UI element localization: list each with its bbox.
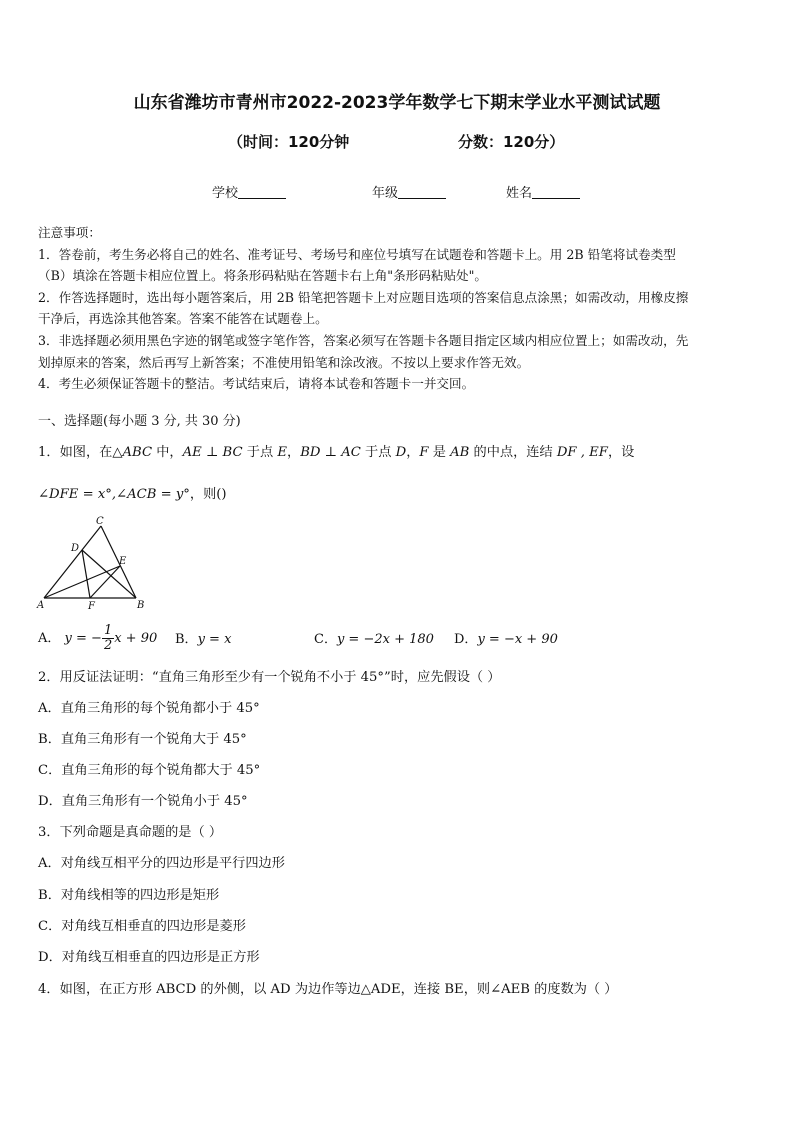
q1-text: 1．如图，在△ xyxy=(38,445,123,460)
q1-math: BD ⊥ AC xyxy=(300,445,361,460)
fraction-numerator: 1 xyxy=(103,623,113,638)
q3-stem: 3．下列命题是真命题的是（ ） xyxy=(38,825,223,840)
grade-blank xyxy=(398,186,446,199)
school-blank xyxy=(238,186,286,199)
q1-text: ， xyxy=(287,445,301,460)
label-f: F xyxy=(88,601,95,612)
name-label: 姓名 xyxy=(506,186,533,201)
q1-text: ， xyxy=(406,445,420,460)
altitude-bd xyxy=(82,550,136,598)
notes-heading: 注意事项： xyxy=(38,225,101,240)
q1-text: ，则() xyxy=(189,487,227,502)
exam-score: 分数：120分） xyxy=(458,133,565,151)
notes-line: 4．考生必须保证答题卡的整洁。考试结束后，请将本试卷和答题卡一并交回。 xyxy=(38,376,475,392)
label-c: C xyxy=(96,516,104,527)
label-d: D xyxy=(71,543,80,554)
q1-math: F xyxy=(419,445,429,460)
q2-option-a[interactable]: A．直角三角形的每个锐角都小于 45° xyxy=(38,701,260,716)
option-math: y = − xyxy=(64,631,102,646)
q1-text: ，设 xyxy=(607,445,635,460)
q2-option-b[interactable]: B．直角三角形有一个锐角大于 45° xyxy=(38,732,247,747)
notes-line: 2．作答选择题时，选出每小题答案后，用 2B 铅笔把答题卡上对应题目选项的答案信息点涂黑；如需改动，用橡皮擦 xyxy=(38,289,689,305)
q3-option-c[interactable]: C．对角线互相垂直的四边形是菱形 xyxy=(38,919,246,934)
fraction xyxy=(102,624,114,653)
option-math: x + 90 xyxy=(114,631,158,646)
school-label: 学校 xyxy=(212,186,239,201)
name-blank xyxy=(532,186,580,199)
page-title: 山东省潍坊市青州市2022-2023学年数学七下期末学业水平测试试题 xyxy=(133,93,661,113)
label-b: B xyxy=(137,600,145,611)
q3-option-a[interactable]: A．对角线互相平分的四边形是平行四边形 xyxy=(38,856,285,871)
q1-option-a[interactable] xyxy=(38,624,157,653)
q1-text: 的中点，连结 xyxy=(469,445,557,460)
option-label: D． xyxy=(454,632,478,647)
q1-math: AB xyxy=(450,445,470,460)
q1-text: 是 xyxy=(428,445,451,460)
option-math: y = x xyxy=(197,632,232,647)
q1-text: 于点 xyxy=(242,445,278,460)
q1-math: ABC xyxy=(122,445,153,460)
q1-stem-line1 xyxy=(38,441,634,460)
q2-option-c[interactable]: C．直角三角形的每个锐角都大于 45° xyxy=(38,763,261,778)
notes-line: 干净后，再选涂其他答案。答案不能答在试题卷上。 xyxy=(38,311,328,327)
q4-stem: 4．如图，在正方形 ABCD 的外侧，以 AD 为边作等边△ADE，连接 BE，则∠AEB 的度数为（ ） xyxy=(38,982,618,997)
q1-math: ∠DFE = x°,∠ACB = y° xyxy=(38,487,190,502)
option-label: C． xyxy=(314,632,337,647)
q1-math: E xyxy=(277,445,287,460)
grade-field xyxy=(372,182,446,201)
segment-df xyxy=(82,550,90,598)
name-field xyxy=(506,182,580,201)
notes-line: （B）填涂在答题卡相应位置上。将条形码粘贴在答题卡右上角"条形码粘贴处"。 xyxy=(38,268,488,284)
q3-option-d[interactable]: D．对角线互相垂直的四边形是正方形 xyxy=(38,950,260,965)
q1-math: DF , EF xyxy=(556,445,608,460)
side-ac xyxy=(44,526,101,598)
q2-stem: 2．用反证法证明：“直角三角形至少有一个锐角不小于 45°”时，应先假设（ ） xyxy=(38,670,501,685)
notes-line: 1．答卷前，考生务必将自己的姓名、准考证号、考场号和座位号填写在试题卷和答题卡上。用 2B 铅笔将试卷类型 xyxy=(38,246,676,262)
option-label: B． xyxy=(175,632,198,647)
q1-option-c[interactable] xyxy=(314,628,434,647)
q1-text: 于点 xyxy=(360,445,396,460)
notes-block xyxy=(38,222,760,395)
option-math: y = −x + 90 xyxy=(477,632,558,647)
option-math: y = −2x + 180 xyxy=(336,632,434,647)
label-a: A xyxy=(37,600,45,611)
altitude-ae xyxy=(44,566,120,598)
q1-stem-line2 xyxy=(38,483,227,502)
section-heading: 一、选择题(每小题 3 分, 共 30 分) xyxy=(38,414,241,429)
fraction-denominator: 2 xyxy=(103,638,113,653)
q1-option-b[interactable] xyxy=(175,628,231,647)
q1-math: AE ⊥ BC xyxy=(182,445,243,460)
q1-text: 中， xyxy=(152,445,183,460)
q3-option-b[interactable]: B．对角线相等的四边形是矩形 xyxy=(38,888,220,903)
exam-time: （时间：120分钟 xyxy=(228,133,350,151)
notes-line: 3．非选择题必须用黑色字迹的钢笔或签字笔作答，答案必须写在答题卡各题目指定区域内相应位置上；如需改动，先 xyxy=(38,332,689,348)
option-label: A． xyxy=(38,631,61,646)
q2-option-d[interactable]: D．直角三角形有一个锐角小于 45° xyxy=(38,794,248,809)
q1-math: D xyxy=(395,445,407,460)
q1-triangle-figure xyxy=(36,514,152,612)
school-field xyxy=(212,182,286,201)
label-e: E xyxy=(119,556,127,567)
q1-option-d[interactable] xyxy=(454,628,558,647)
notes-line: 划掉原来的答案，然后再写上新答案；不准使用铅笔和涂改液。不按以上要求作答无效。 xyxy=(38,354,530,370)
grade-label: 年级 xyxy=(372,186,399,201)
